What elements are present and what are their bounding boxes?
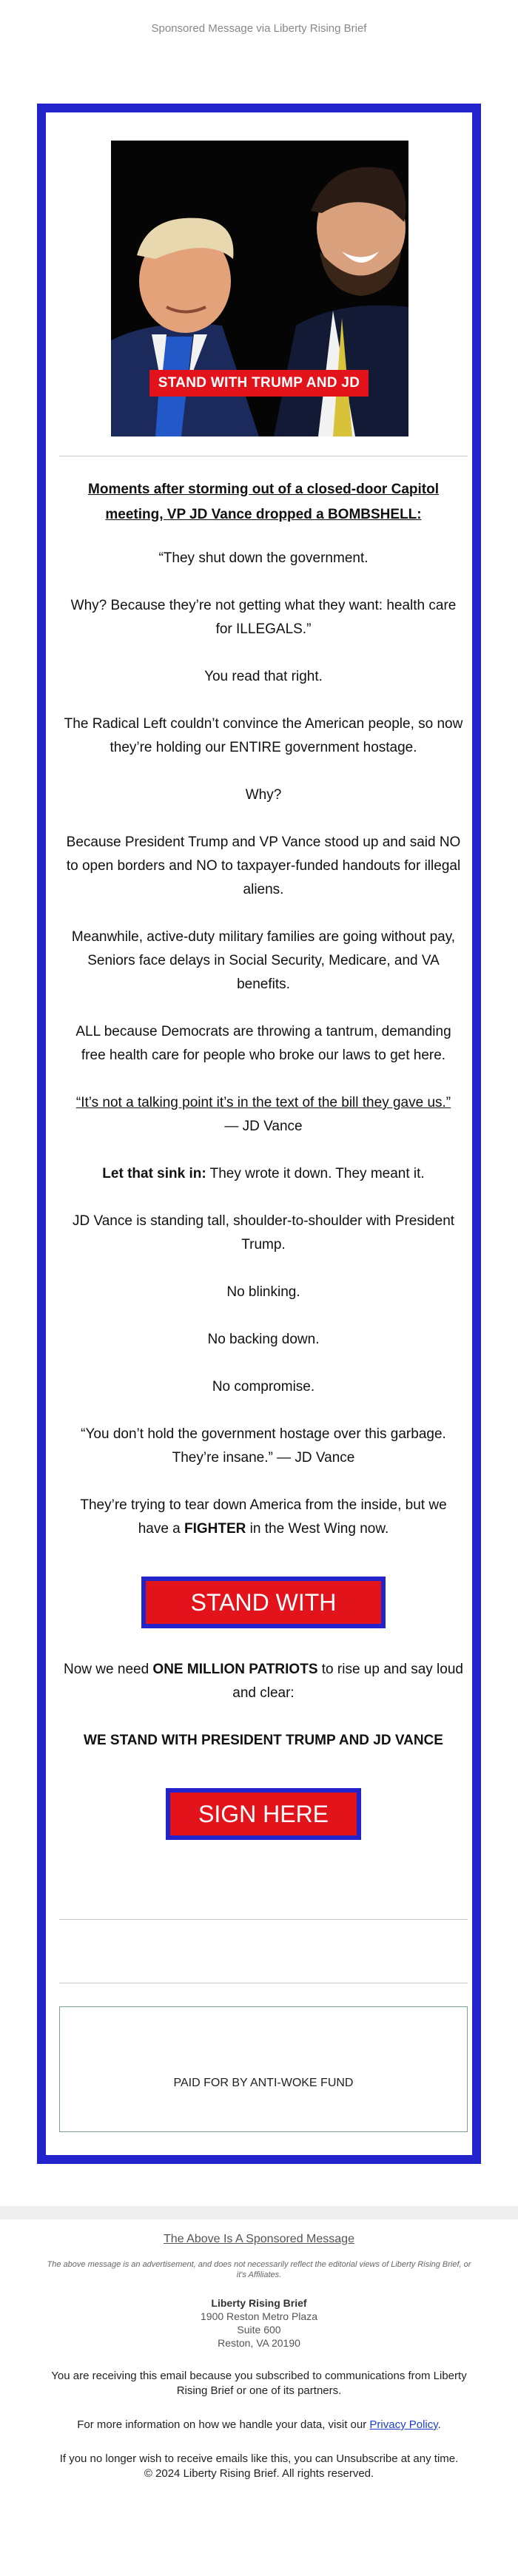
text-part: .: [437, 2418, 441, 2431]
org-name: Liberty Rising Brief: [211, 2297, 307, 2309]
paragraph: [64, 1494, 463, 1541]
paragraph: “They shut down the government.: [158, 550, 369, 566]
paragraph: Meanwhile, active-duty military families are going without pay, Seniors face delays in Social Security, Medicare, and VA benefits.: [71, 929, 456, 992]
privacy-note: [44, 2418, 474, 2432]
quote-paragraph: [64, 1091, 463, 1139]
paragraph: [64, 1658, 463, 1705]
paid-for-box: [59, 2006, 468, 2132]
unsubscribe-text: If you no longer wish to receive emails like this, you can Unsubscribe at any time.: [59, 2452, 459, 2465]
text-bold: ONE MILLION PATRIOTS: [152, 1662, 318, 1677]
paragraph: ALL because Democrats are throwing a tantrum, demanding free health care for people who broke our laws to get here.: [75, 1024, 451, 1063]
paragraph: You read that right.: [204, 669, 323, 684]
message-body: [64, 477, 463, 1840]
footer-address: [44, 2296, 474, 2350]
paragraph: No compromise.: [212, 1379, 315, 1395]
address-line: Suite 600: [237, 2324, 281, 2336]
email-frame: [37, 104, 481, 2164]
paragraph: “You don’t hold the government hostage over this garbage. They’re insane.” — JD Vance: [81, 1426, 446, 1466]
quote-link[interactable]: “It’s not a talking point it’s in the text of the bill they gave us.”: [75, 1095, 451, 1110]
sink-bold: Let that sink in:: [102, 1166, 206, 1181]
rally-line: WE STAND WITH PRESIDENT TRUMP AND JD VANCE: [84, 1733, 443, 1748]
address-line: 1900 Reston Metro Plaza: [201, 2310, 317, 2322]
sign-here-button[interactable]: SIGN HERE: [166, 1788, 361, 1840]
address-line: Reston, VA 20190: [218, 2337, 300, 2349]
paragraph: Why? Because they’re not getting what they want: health care for ILLEGALS.”: [70, 598, 457, 637]
privacy-policy-link[interactable]: Privacy Policy: [369, 2418, 438, 2431]
divider: [59, 1919, 468, 1920]
paragraph: JD Vance is standing tall, shoulder-to-shoulder with President Trump.: [72, 1213, 455, 1252]
stand-with-trump-button[interactable]: STAND WITH TRUMP: [141, 1577, 386, 1628]
footer: [44, 2227, 474, 2481]
text-part: Now we need: [64, 1662, 153, 1677]
sink-rest: They wrote it down. They meant it.: [206, 1166, 425, 1181]
footer-disclaimer: The above message is an advertisement, and does not necessarily reflect the editorial views of Liberty Rising Brief, or it's Affiliates.: [47, 2260, 471, 2279]
subscription-note: You are receiving this email because you subscribed to communications from Liberty Rising Brief or one of its partners.: [51, 2370, 467, 2397]
copyright-text: © 2024 Liberty Rising Brief. All rights reserved.: [144, 2467, 374, 2480]
text-part: to rise up and say loud and clear:: [232, 1662, 463, 1701]
unsubscribe-note: [44, 2452, 474, 2481]
text-part: They’re trying to tear down America from the inside, but we have a: [80, 1497, 447, 1537]
text-part: in the West Wing now.: [246, 1521, 389, 1537]
hero-caption: STAND WITH TRUMP AND JD: [149, 370, 369, 397]
paid-for-text: PAID FOR BY ANTI-WOKE FUND: [173, 2077, 354, 2089]
paragraph: Because President Trump and VP Vance stood up and said NO to open borders and NO to taxpayer-funded handouts for illegal aliens.: [66, 834, 461, 897]
footer-band: [0, 2206, 518, 2219]
footer-title: The Above Is A Sponsored Message: [164, 2233, 354, 2245]
paragraph: No backing down.: [207, 1332, 320, 1347]
paragraph: [64, 1162, 463, 1186]
hero-image[interactable]: [111, 141, 408, 436]
paragraph: No blinking.: [226, 1284, 300, 1300]
text-part: For more information on how we handle your data, visit our: [77, 2418, 370, 2431]
sponsored-header: Sponsored Message via Liberty Rising Brief: [151, 22, 367, 35]
paragraph: The Radical Left couldn’t convince the American people, so now they’re holding our ENTIRE government hostage.: [64, 716, 463, 755]
paragraph: Why?: [245, 787, 282, 803]
headline: Moments after storming out of a closed-door Capitol meeting, VP JD Vance dropped a BOMBSHELL:: [88, 482, 439, 522]
text-bold: FIGHTER: [184, 1521, 246, 1537]
quote-attribution: — JD Vance: [224, 1119, 303, 1134]
